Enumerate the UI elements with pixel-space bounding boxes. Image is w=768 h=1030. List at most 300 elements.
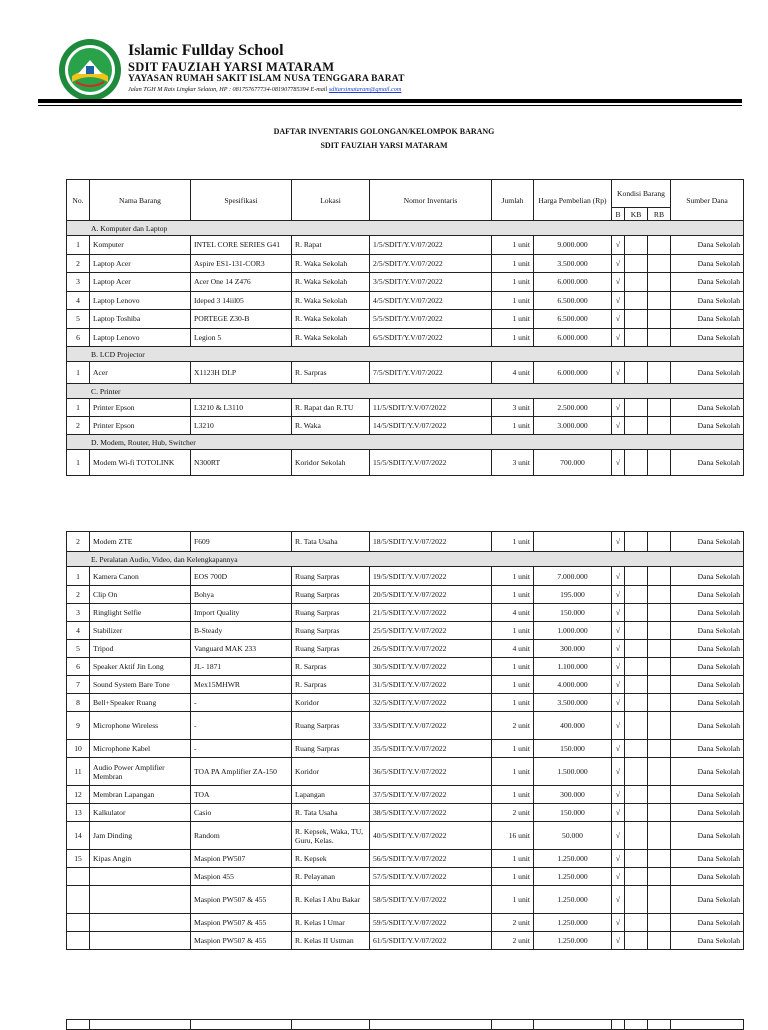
cell-nama: Ringlight Selfie [90,604,191,622]
cell-no: 1 [67,567,90,586]
cell-nomor: 56/5/SDIT/Y.V/07/2022 [370,850,492,868]
section-row [67,552,744,567]
cell-kondisi-b: √ [612,804,625,822]
cell-kondisi-rb [648,640,671,658]
cell-sumber: Dana Sekolah [671,740,744,758]
cell-spesifikasi: Aspire ES1-131-COR3 [191,254,292,273]
section-row [67,435,744,450]
cell-jumlah: 1 unit [492,676,534,694]
cell-kondisi-b: √ [612,932,625,950]
cell-harga: 6.500.000 [534,310,612,329]
cell-kondisi-b: √ [612,694,625,712]
cell-harga: 50.000 [534,822,612,850]
cell-spesifikasi: L3210 [191,417,292,435]
table-row [67,291,744,310]
cell-sumber: Dana Sekolah [671,868,744,886]
cell-nomor: 20/5/SDIT/Y.V/07/2022 [370,586,492,604]
cell-kondisi-kb [625,850,648,868]
cell-nomor: 59/5/SDIT/Y.V/07/2022 [370,914,492,932]
cell-kondisi-kb [625,676,648,694]
cell-kondisi-rb [648,914,671,932]
cell-spesifikasi: PORTEGE Z30-B [191,310,292,329]
cell-nama: Membran Lapangan [90,786,191,804]
cell-lokasi: Koridor Sekolah [292,450,370,476]
inventory-table-3 [66,1019,744,1030]
cell-kondisi-kb [625,417,648,435]
unit-name: SDIT FAUZIAH YARSI MATARAM [128,60,335,74]
cell-lokasi: R. Kepsek, Waka, TU, Guru, Kelas. [292,822,370,850]
cell-jumlah: 1 unit [492,850,534,868]
cell-harga: 1.500.000 [534,758,612,786]
cell-no: 15 [67,850,90,868]
cell-spesifikasi: Casio [191,804,292,822]
cell-nomor: 37/5/SDIT/Y.V/07/2022 [370,786,492,804]
cell-lokasi: R. Waka [292,417,370,435]
cell-lokasi: R. Tata Usaha [292,804,370,822]
cell-harga: 6.000.000 [534,328,612,347]
cell-no [67,868,90,886]
cell-kondisi-rb [648,399,671,417]
cell-spesifikasi: INTEL CORE SERIES G41 [191,236,292,255]
inventory-table-1 [66,179,744,476]
cell-spesifikasi: TOA PA Amplifier ZA-150 [191,758,292,786]
table-row [67,586,744,604]
table-row [67,532,744,552]
cell-nomor: 58/5/SDIT/Y.V/07/2022 [370,886,492,914]
section-title: A. Komputer dan Laptop [67,221,744,236]
section-title: B. LCD Projector [67,347,744,362]
cell-nomor: 36/5/SDIT/Y.V/07/2022 [370,758,492,786]
cell-nomor: 19/5/SDIT/Y.V/07/2022 [370,567,492,586]
cell-sumber: Dana Sekolah [671,291,744,310]
cell [534,1020,612,1030]
cell-no: 1 [67,362,90,384]
table-row [67,658,744,676]
table-row [67,567,744,586]
cell-lokasi: Ruang Sarpras [292,712,370,740]
cell-harga: 195.000 [534,586,612,604]
cell-no: 10 [67,740,90,758]
cell-nomor: 38/5/SDIT/Y.V/07/2022 [370,804,492,822]
cell-no: 1 [67,236,90,255]
cell-kondisi-b: √ [612,254,625,273]
cell-no: 6 [67,658,90,676]
cell-jumlah: 1 unit [492,417,534,435]
cell-kondisi-b: √ [612,886,625,914]
cell-nama: Modem ZTE [90,532,191,552]
cell-spesifikasi: X1123H DLP [191,362,292,384]
cell-no: 14 [67,822,90,850]
section-title: E. Peralatan Audio, Video, dan Kelengkapannya [67,552,744,567]
cell-kondisi-kb [625,622,648,640]
cell-spesifikasi: N300RT [191,450,292,476]
cell-spesifikasi: Acer One 14 Z476 [191,273,292,292]
cell-sumber: Dana Sekolah [671,804,744,822]
cell-lokasi: Koridor [292,694,370,712]
table-row [67,450,744,476]
cell-spesifikasi: Maspion PW507 [191,850,292,868]
cell-spesifikasi: EOS 700D [191,567,292,586]
cell-kondisi-b: √ [612,532,625,552]
cell-nomor: 1/5/SDIT/Y.V/07/2022 [370,236,492,255]
cell-spesifikasi: TOA [191,786,292,804]
table-row [67,622,744,640]
col-kondisi: Kondisi Barang [612,180,671,208]
cell-harga: 7.000.000 [534,567,612,586]
cell-nama: Laptop Acer [90,273,191,292]
cell-kondisi-rb [648,786,671,804]
cell-spesifikasi: Maspion 455 [191,868,292,886]
cell-spesifikasi: Legion 5 [191,328,292,347]
cell-jumlah: 3 unit [492,450,534,476]
cell-jumlah: 4 unit [492,362,534,384]
cell-sumber: Dana Sekolah [671,850,744,868]
cell-nomor: 33/5/SDIT/Y.V/07/2022 [370,712,492,740]
email-link[interactable]: sditarsimataram@gmail.com [328,86,402,93]
table-row [67,328,744,347]
cell-spesifikasi: Maspion PW507 & 455 [191,914,292,932]
cell-kondisi-b: √ [612,786,625,804]
cell-harga: 150.000 [534,804,612,822]
cell-lokasi: R. Waka Sekolah [292,310,370,329]
cell-sumber: Dana Sekolah [671,273,744,292]
cell-sumber: Dana Sekolah [671,886,744,914]
col-sumber: Sumber Dana [671,180,744,221]
section-row [67,221,744,236]
cell-spesifikasi: F609 [191,532,292,552]
cell-kondisi-kb [625,532,648,552]
inventory-table-2 [66,531,744,950]
cell-nomor: 18/5/SDIT/Y.V/07/2022 [370,532,492,552]
cell-kondisi-b: √ [612,273,625,292]
col-spesifikasi: Spesifikasi [191,180,292,221]
cell-no: 2 [67,254,90,273]
cell-nomor: 30/5/SDIT/Y.V/07/2022 [370,658,492,676]
cell-no: 2 [67,417,90,435]
cell-nama: Laptop Toshiba [90,310,191,329]
table-row [67,850,744,868]
cell-nomor: 3/5/SDIT/Y.V/07/2022 [370,273,492,292]
cell [90,1020,191,1030]
cell-sumber: Dana Sekolah [671,362,744,384]
cell-harga: 150.000 [534,740,612,758]
cell-kondisi-rb [648,758,671,786]
cell-harga: 300.000 [534,786,612,804]
cell-lokasi: Ruang Sarpras [292,586,370,604]
cell-lokasi: Ruang Sarpras [292,640,370,658]
cell-kondisi-b: √ [612,868,625,886]
cell-nama [90,868,191,886]
cell-kondisi-kb [625,640,648,658]
cell-nomor: 11/5/SDIT/Y.V/07/2022 [370,399,492,417]
cell-harga: 9.000.000 [534,236,612,255]
cell-harga: 1.250.000 [534,886,612,914]
cell-lokasi: R. Kelas I Umar [292,914,370,932]
cell-kondisi-kb [625,868,648,886]
cell-nama: Jam Dinding [90,822,191,850]
cell-kondisi-kb [625,822,648,850]
table-row [67,932,744,950]
table-row [67,804,744,822]
cell-spesifikasi: - [191,694,292,712]
cell-jumlah: 1 unit [492,740,534,758]
cell-kondisi-b: √ [612,236,625,255]
table-row [67,886,744,914]
cell-kondisi-rb [648,254,671,273]
cell-lokasi: R. Tata Usaha [292,532,370,552]
cell-kondisi-rb [648,850,671,868]
cell-harga: 1.250.000 [534,868,612,886]
cell-lokasi: R. Kelas I Abu Bakar [292,886,370,914]
cell-kondisi-kb [625,254,648,273]
cell-sumber: Dana Sekolah [671,786,744,804]
cell-kondisi-b: √ [612,310,625,329]
col-lokasi: Lokasi [292,180,370,221]
cell-no [67,914,90,932]
cell-lokasi: R. Kepsek [292,850,370,868]
cell-lokasi: R. Pelayanan [292,868,370,886]
table-row [67,640,744,658]
cell-lokasi: R. Sarpras [292,362,370,384]
cell-nama: Microphone Kabel [90,740,191,758]
cell-no: 12 [67,786,90,804]
cell-nama: Laptop Lenovo [90,291,191,310]
cell-spesifikasi: - [191,740,292,758]
cell-harga: 3.500.000 [534,254,612,273]
cell-harga: 1.250.000 [534,914,612,932]
cell-kondisi-kb [625,450,648,476]
cell-harga: 6.500.000 [534,291,612,310]
cell-nama: Kalkulator [90,804,191,822]
document-subtitle: SDIT FAUZIAH YARSI MATARAM [320,141,448,150]
cell-lokasi: Ruang Sarpras [292,622,370,640]
cell-nama [90,886,191,914]
cell-kondisi-kb [625,604,648,622]
col-nomor: Nomor Inventaris [370,180,492,221]
cell-kondisi-b: √ [612,417,625,435]
cell [648,1020,671,1030]
cell-harga: 3.000.000 [534,417,612,435]
cell [191,1020,292,1030]
cell-kondisi-rb [648,567,671,586]
cell-no [67,886,90,914]
cell-kondisi-kb [625,273,648,292]
header-rule-thin [38,105,742,106]
cell-nomor: 7/5/SDIT/Y.V/07/2022 [370,362,492,384]
cell-kondisi-kb [625,586,648,604]
cell-kondisi-rb [648,868,671,886]
cell [625,1020,648,1030]
table-row [67,273,744,292]
cell-kondisi-kb [625,804,648,822]
cell-lokasi: R. Waka Sekolah [292,291,370,310]
cell-harga: 2.500.000 [534,399,612,417]
letterhead [0,0,768,106]
cell-jumlah: 1 unit [492,586,534,604]
cell-nomor: 26/5/SDIT/Y.V/07/2022 [370,640,492,658]
cell-lokasi: R. Kelas II Ustman [292,932,370,950]
cell-nama: Tripod [90,640,191,658]
cell-nomor: 2/5/SDIT/Y.V/07/2022 [370,254,492,273]
cell [292,1020,370,1030]
cell-nama: Laptop Lenovo [90,328,191,347]
cell-lokasi: Ruang Sarpras [292,604,370,622]
cell-kondisi-b: √ [612,604,625,622]
cell-kondisi-rb [648,622,671,640]
cell-kondisi-b: √ [612,712,625,740]
cell-kondisi-kb [625,932,648,950]
cell-sumber: Dana Sekolah [671,236,744,255]
cell-jumlah: 1 unit [492,786,534,804]
cell-sumber: Dana Sekolah [671,567,744,586]
cell-sumber: Dana Sekolah [671,676,744,694]
cell-harga: 1.000.000 [534,622,612,640]
cell-kondisi-kb [625,712,648,740]
cell-nama: Laptop Acer [90,254,191,273]
col-jumlah: Jumlah [492,180,534,221]
section-title: D. Modem, Router, Hub, Switcher [67,435,744,450]
col-b: B [612,208,625,221]
cell [370,1020,492,1030]
cell-harga: 1.250.000 [534,932,612,950]
cell-lokasi: R. Waka Sekolah [292,273,370,292]
cell-harga: 1.250.000 [534,850,612,868]
cell-jumlah: 4 unit [492,604,534,622]
cell-spesifikasi: B-Steady [191,622,292,640]
cell-kondisi-b: √ [612,758,625,786]
cell-kondisi-rb [648,273,671,292]
cell-jumlah: 1 unit [492,622,534,640]
cell-spesifikasi: Random [191,822,292,850]
cell-no: 6 [67,328,90,347]
cell-nama: Printer Epson [90,399,191,417]
col-harga: Harga Pembelian (Rp) [534,180,612,221]
cell [492,1020,534,1030]
cell-sumber: Dana Sekolah [671,328,744,347]
cell-kondisi-rb [648,694,671,712]
cell-jumlah: 2 unit [492,932,534,950]
cell-lokasi: R. Sarpras [292,658,370,676]
col-rb: RB [648,208,671,221]
cell-no: 4 [67,622,90,640]
cell-jumlah: 1 unit [492,273,534,292]
cell-sumber: Dana Sekolah [671,532,744,552]
cell-jumlah: 1 unit [492,291,534,310]
cell-jumlah: 2 unit [492,914,534,932]
cell-sumber: Dana Sekolah [671,450,744,476]
cell-kondisi-kb [625,694,648,712]
cell-spesifikasi: JL- 1871 [191,658,292,676]
cell-lokasi: R. Sarpras [292,676,370,694]
cell-sumber: Dana Sekolah [671,399,744,417]
cell-nama [90,914,191,932]
cell-kondisi-rb [648,658,671,676]
cell-kondisi-b: √ [612,850,625,868]
cell-no: 8 [67,694,90,712]
cell-spesifikasi: Bohya [191,586,292,604]
cell-nama: Kipas Angin [90,850,191,868]
cell-nama: Sound System Bare Tone [90,676,191,694]
cell-no: 4 [67,291,90,310]
cell-kondisi-rb [648,886,671,914]
cell-jumlah: 1 unit [492,868,534,886]
cell-harga [534,532,612,552]
cell-no: 1 [67,450,90,476]
cell-no: 11 [67,758,90,786]
cell-kondisi-rb [648,362,671,384]
cell-kondisi-kb [625,362,648,384]
cell-sumber: Dana Sekolah [671,622,744,640]
cell-jumlah: 1 unit [492,567,534,586]
cell-harga: 300.000 [534,640,612,658]
cell-lokasi: Ruang Sarpras [292,567,370,586]
cell-no: 7 [67,676,90,694]
cell-kondisi-rb [648,676,671,694]
cell-harga: 1.100.000 [534,658,612,676]
cell-jumlah: 1 unit [492,532,534,552]
cell-kondisi-rb [648,328,671,347]
table-row [67,694,744,712]
cell-kondisi-kb [625,914,648,932]
cell-jumlah: 16 unit [492,822,534,850]
cell-no [67,932,90,950]
cell-no: 5 [67,640,90,658]
cell-nama: Clip On [90,586,191,604]
cell-kondisi-b: √ [612,640,625,658]
cell-jumlah: 1 unit [492,310,534,329]
cell-kondisi-b: √ [612,586,625,604]
cell-nomor: 6/5/SDIT/Y.V/07/2022 [370,328,492,347]
cell-nama: Komputer [90,236,191,255]
cell-nomor: 32/5/SDIT/Y.V/07/2022 [370,694,492,712]
cell-kondisi-b: √ [612,914,625,932]
cell-kondisi-rb [648,586,671,604]
cell-kondisi-rb [648,932,671,950]
section-row [67,347,744,362]
cell-sumber: Dana Sekolah [671,758,744,786]
table-row [67,310,744,329]
cell-no: 3 [67,604,90,622]
cell-kondisi-rb [648,450,671,476]
cell-kondisi-rb [648,804,671,822]
cell-kondisi-rb [648,712,671,740]
cell-nama: Printer Epson [90,417,191,435]
cell-no: 2 [67,532,90,552]
address-line [128,86,401,93]
table-row [67,786,744,804]
cell-lokasi: R. Waka Sekolah [292,254,370,273]
cell-jumlah: 1 unit [492,758,534,786]
cell-no: 1 [67,399,90,417]
cell-spesifikasi: Import Quality [191,604,292,622]
address-text: Jalan TGH M Rais Lingkar Selatan, HP : 081757677734-081907785394 E-mail [128,86,328,93]
cell-jumlah: 1 unit [492,658,534,676]
cell-kondisi-rb [648,310,671,329]
cell-sumber: Dana Sekolah [671,932,744,950]
cell-nama: Speaker Aktif Jin Long [90,658,191,676]
cell [671,1020,744,1030]
cell-kondisi-kb [625,236,648,255]
col-kb: KB [625,208,648,221]
cell-lokasi: R. Rapat [292,236,370,255]
cell-nomor: 31/5/SDIT/Y.V/07/2022 [370,676,492,694]
cell-lokasi: R. Waka Sekolah [292,328,370,347]
cell-nomor: 15/5/SDIT/Y.V/07/2022 [370,450,492,476]
cell-sumber: Dana Sekolah [671,310,744,329]
table-row [67,399,744,417]
cell-spesifikasi: Vanguard MAK 233 [191,640,292,658]
cell-jumlah: 1 unit [492,254,534,273]
